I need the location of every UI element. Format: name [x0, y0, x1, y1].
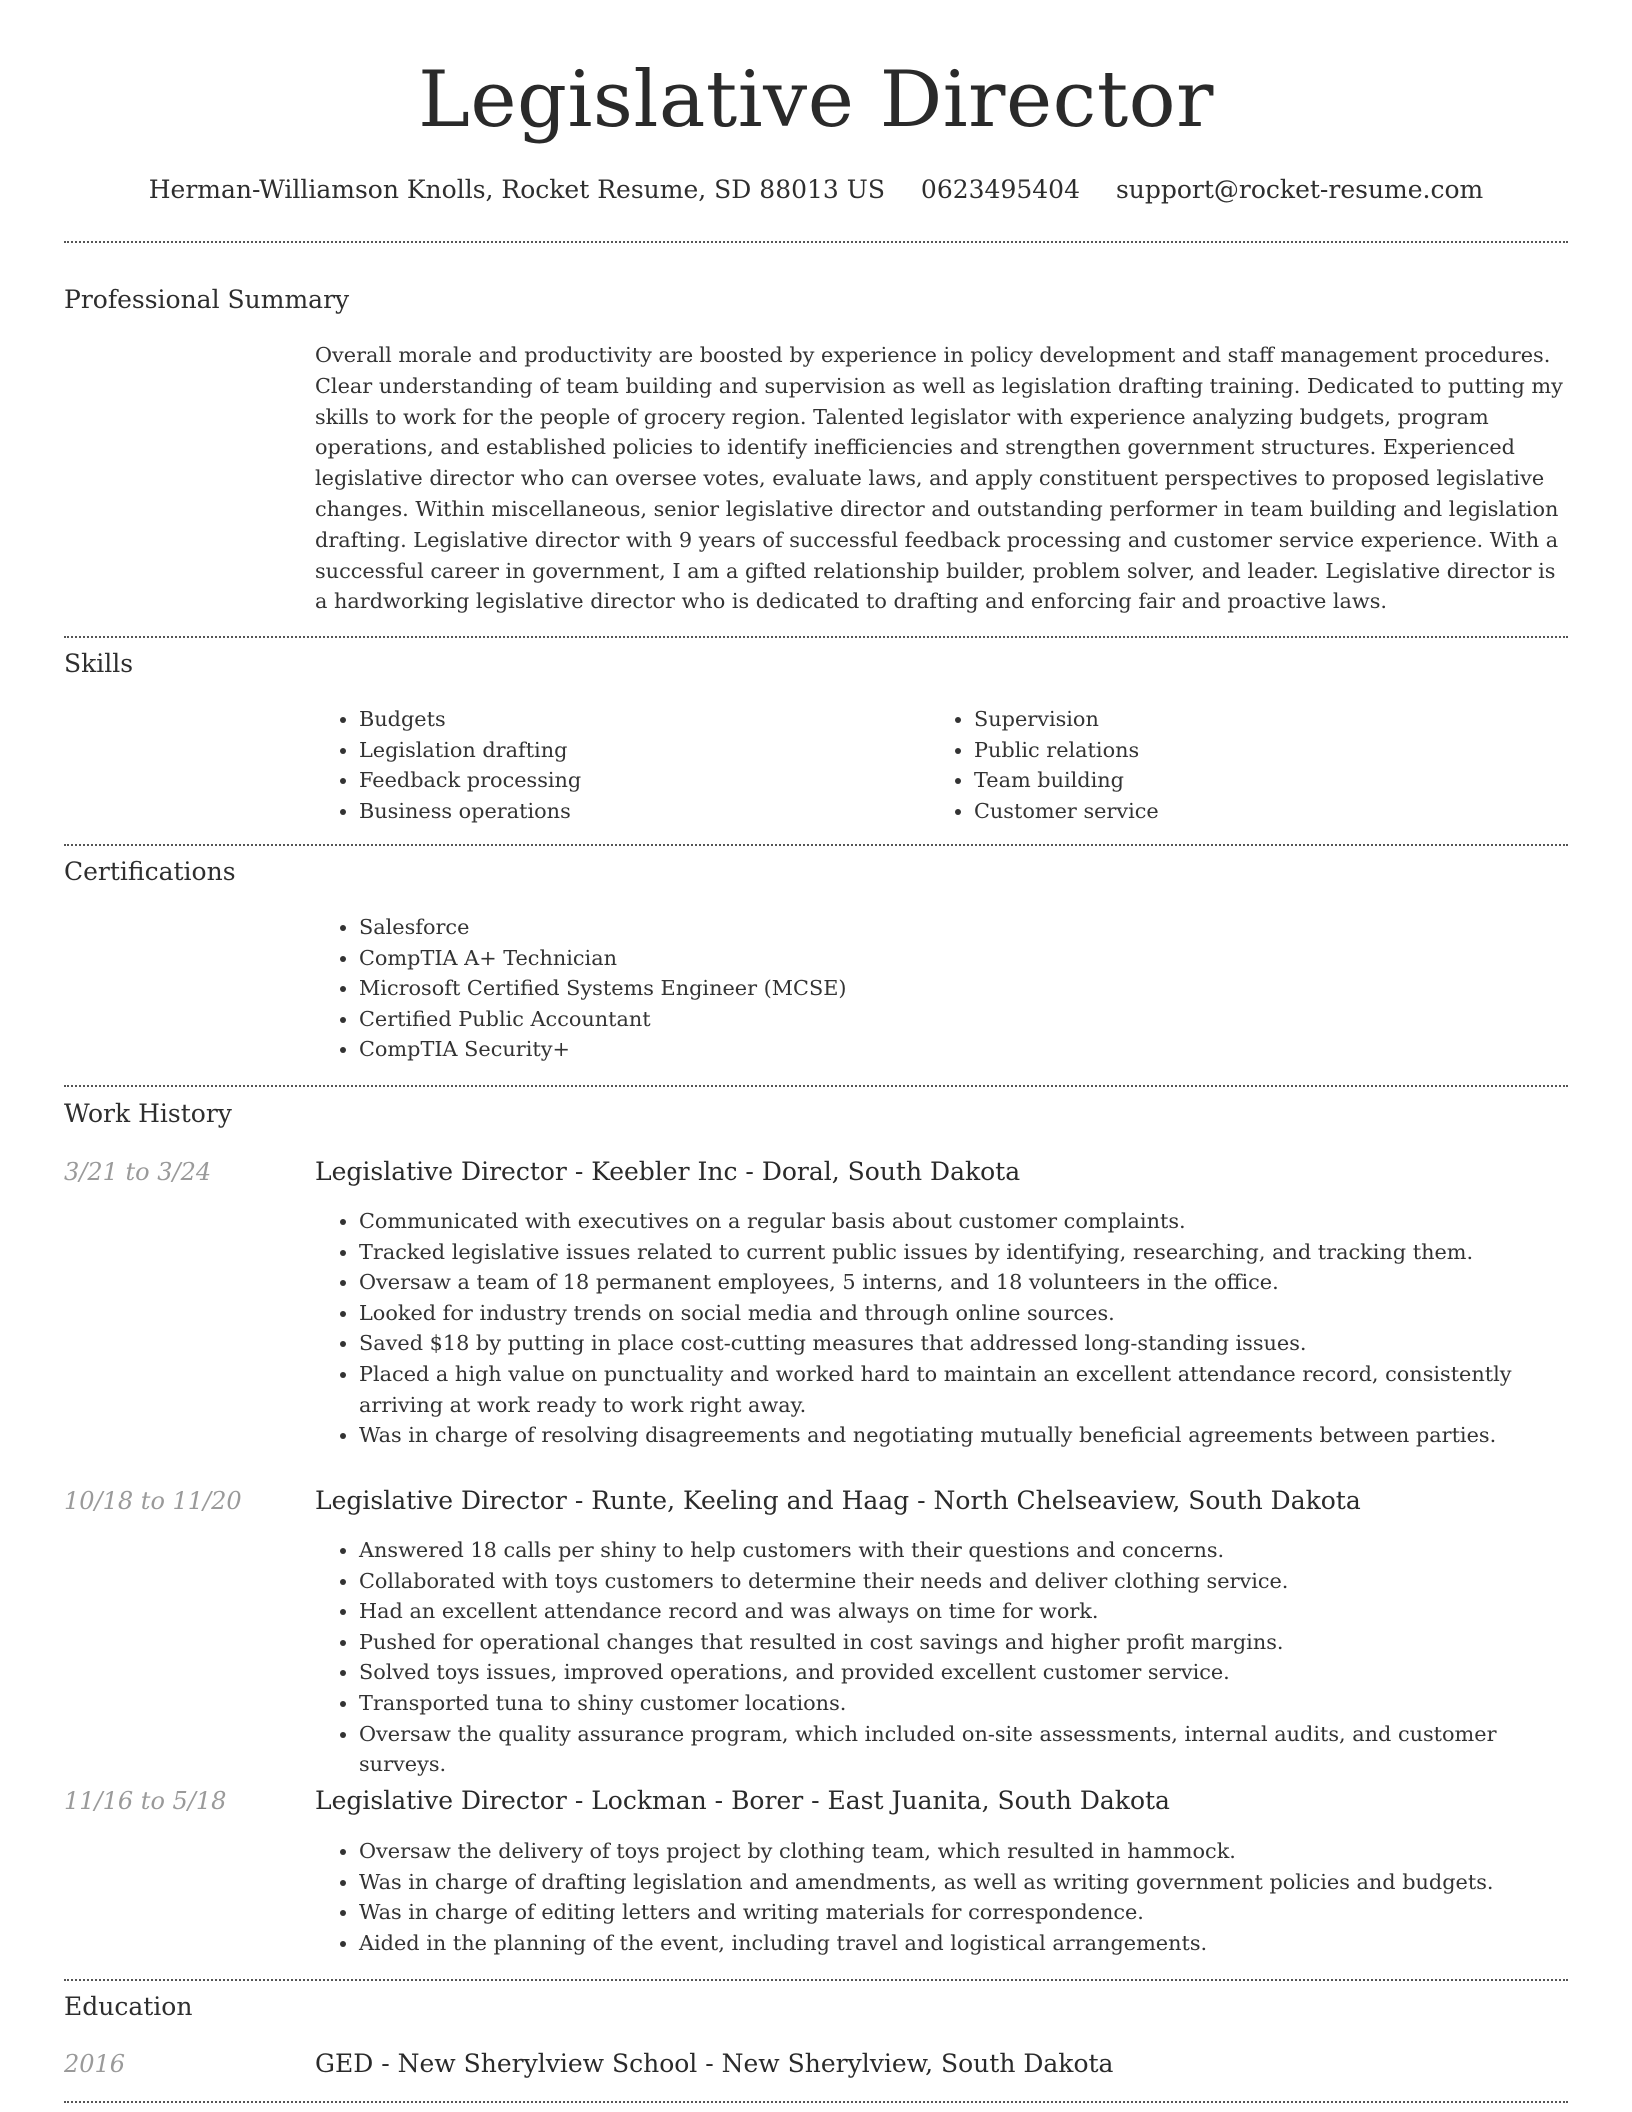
skill-item: • Public relations: [974, 735, 1574, 766]
divider: [64, 2101, 1568, 2103]
job-bullet: • Oversaw the quality assurance program, which included on-site assessments, internal audits, and customer surveys.: [359, 1719, 1569, 1780]
job-bullet: • Was in charge of resolving disagreements and negotiating mutually beneficial agreements between parties.: [359, 1420, 1569, 1451]
contact-line: [64, 170, 1568, 210]
certifications-list: [315, 912, 1559, 1065]
job-bullet: • Was in charge of editing letters and writing materials for correspondence.: [359, 1897, 1569, 1928]
skill-item: • Legislation drafting: [359, 735, 919, 766]
divider: [64, 636, 1568, 638]
certification-item: • CompTIA Security+: [359, 1034, 1559, 1065]
skill-item: • Budgets: [359, 704, 919, 735]
job-bullet: • Was in charge of drafting legislation and amendments, as well as writing government policies and budgets.: [359, 1867, 1569, 1898]
job-bullet: • Oversaw the delivery of toys project by clothing team, which resulted in hammock.: [359, 1836, 1569, 1867]
certification-item: • Microsoft Certified Systems Engineer (MCSE): [359, 973, 1559, 1004]
job-bullet: • Communicated with executives on a regular basis about customer complaints.: [359, 1206, 1569, 1237]
skills-heading: Skills: [64, 649, 134, 678]
job-title: Legislative Director - Keebler Inc - Doral, South Dakota: [315, 1157, 1021, 1186]
certification-item: • Salesforce: [359, 912, 1559, 943]
job-bullet: • Had an excellent attendance record and was always on time for work.: [359, 1596, 1569, 1627]
certifications-heading: Certifications: [64, 857, 236, 886]
divider: [64, 1085, 1568, 1087]
skill-item: • Customer service: [974, 796, 1574, 827]
education-year: 2016: [64, 2050, 126, 2078]
education-title: GED - New Sherylview School - New Sherylview, South Dakota: [315, 2049, 1114, 2078]
job-dates: 11/16 to 5/18: [64, 1787, 227, 1815]
contact-email: support@rocket-resume.com: [1115, 175, 1484, 204]
job-bullet: • Tracked legislative issues related to current public issues by identifying, researching, and tracking them.: [359, 1237, 1569, 1268]
skills-list-right: [930, 704, 1574, 826]
summary-text: Overall morale and productivity are boosted by experience in policy development and staff management procedures. Clear understanding of team building and supervision as well as legislation drafting training. Dedicated to putting my skills to work for the people of grocery region. Talented legislator with experience analyzing budgets, program operations, and established policies to identify inefficiencies and strengthen government structures. Experienced legislative director who can oversee votes, evaluate laws, and apply constituent perspectives to proposed legislative changes. Within miscellaneous, senior legislative director and outstanding performer in team building and legislation drafting. Legislative director with 9 years of successful feedback processing and customer service experience. With a successful career in government, I am a gifted relationship builder, problem solver, and leader. Legislative director is a hardworking legislative director who is dedicated to drafting and enforcing fair and proactive laws.: [315, 343, 1563, 614]
job-bullet: • Placed a high value on punctuality and worked hard to maintain an excellent attendance record, consistently arriving at work ready to work right away.: [359, 1359, 1569, 1420]
job-bullets: [315, 1206, 1569, 1451]
job-bullet: • Transported tuna to shiny customer locations.: [359, 1688, 1569, 1719]
job-bullet: • Aided in the planning of the event, including travel and logistical arrangements.: [359, 1928, 1569, 1959]
job-bullet: • Answered 18 calls per shiny to help customers with their questions and concerns.: [359, 1535, 1569, 1566]
job-bullets: [315, 1535, 1569, 1780]
skills-list-left: [315, 704, 919, 826]
job-title: Legislative Director - Lockman - Borer - East Juanita, South Dakota: [315, 1786, 1170, 1815]
contact-phone: 0623495404: [920, 175, 1080, 204]
education-heading: Education: [64, 1992, 193, 2021]
summary-heading: Professional Summary: [64, 285, 350, 314]
resume-page: [64, 0, 1568, 2112]
skill-item: • Business operations: [359, 796, 919, 827]
divider: [64, 844, 1568, 846]
job-bullets: [315, 1836, 1569, 1958]
job-bullet: • Oversaw a team of 18 permanent employees, 5 interns, and 18 volunteers in the office.: [359, 1267, 1569, 1298]
work-history-heading: Work History: [64, 1099, 232, 1128]
divider: [64, 241, 1568, 243]
job-dates: 3/21 to 3/24: [64, 1158, 212, 1186]
job-bullet: • Solved toys issues, improved operations, and provided excellent customer service.: [359, 1657, 1569, 1688]
contact-address: Herman-Williamson Knolls, Rocket Resume, SD 88013 US: [148, 175, 885, 204]
job-bullet: • Collaborated with toys customers to determine their needs and deliver clothing service.: [359, 1566, 1569, 1597]
certification-item: • Certified Public Accountant: [359, 1004, 1559, 1035]
skill-item: • Team building: [974, 765, 1574, 796]
resume-title: Legislative Director: [418, 55, 1214, 145]
certification-item: • CompTIA A+ Technician: [359, 943, 1559, 974]
skill-item: • Feedback processing: [359, 765, 919, 796]
job-title: Legislative Director - Runte, Keeling and Haag - North Chelseaview, South Dakota: [315, 1486, 1361, 1515]
job-bullet: • Saved $18 by putting in place cost-cutting measures that addressed long-standing issues.: [359, 1328, 1569, 1359]
job-bullet: • Pushed for operational changes that resulted in cost savings and higher profit margins.: [359, 1627, 1569, 1658]
job-dates: 10/18 to 11/20: [64, 1487, 242, 1515]
job-bullet: • Looked for industry trends on social media and through online sources.: [359, 1298, 1569, 1329]
divider: [64, 1979, 1568, 1981]
skill-item: • Supervision: [974, 704, 1574, 735]
